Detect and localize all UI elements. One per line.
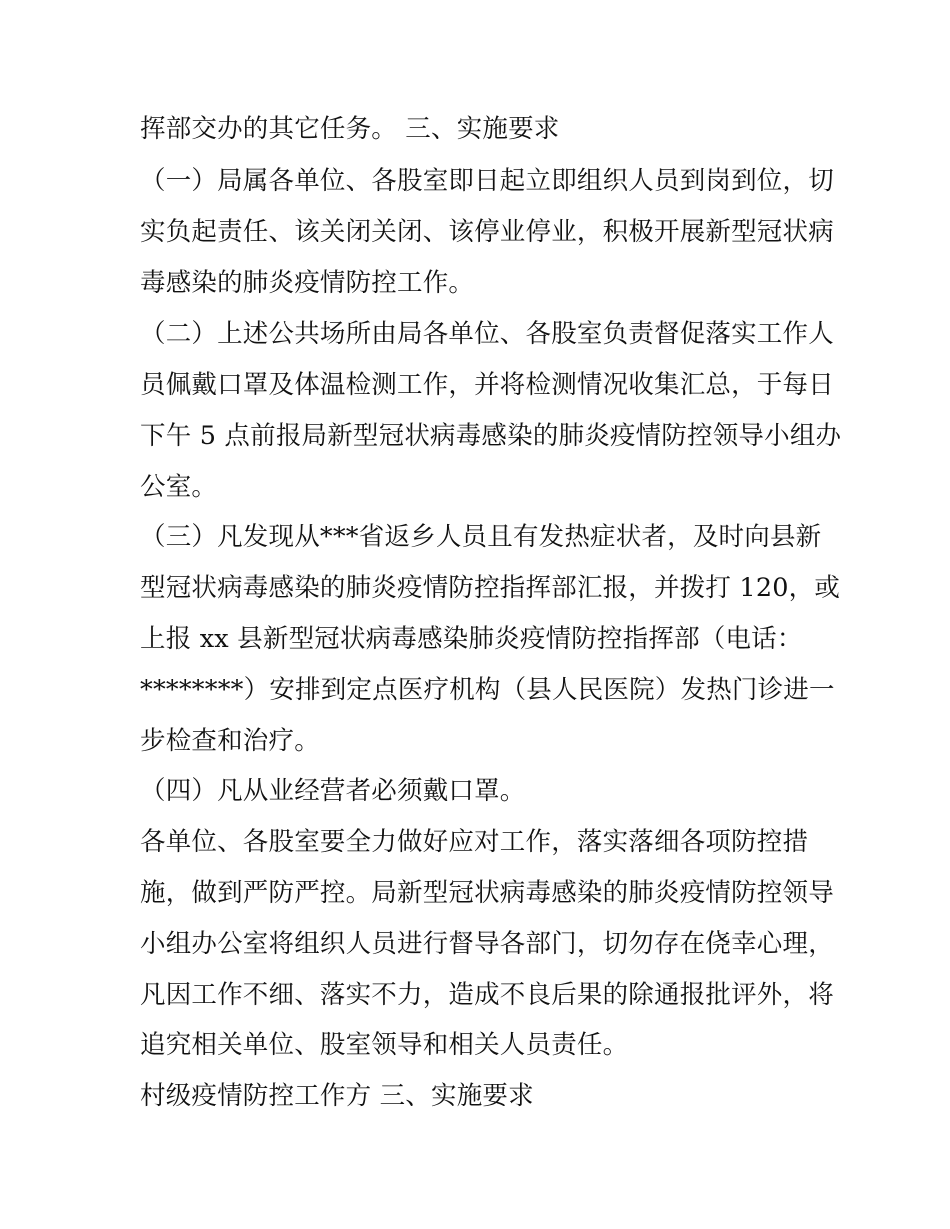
text-line: 小组办公室将组织人员进行督导各部门，切勿存在侥幸心理， [140,929,834,959]
text-line: 挥部交办的其它任务。 三、实施要求 [140,114,560,144]
text-line: （一）局属各单位、各股室即日起立即组织人员到岗到位，切 [140,166,834,196]
text-line: （二）上述公共场所由局各单位、各股室负责督促落实工作人 [140,319,834,349]
text-line: 公室。 [140,472,218,502]
text-line: 下午 5 点前报局新型冠状病毒感染的肺炎疫情防控领导小组办 [140,421,842,451]
text-line: 步检查和治疗。 [140,726,320,756]
text-line: 村级疫情防控工作方 三、实施要求 [140,1081,534,1111]
text-line: 追究相关单位、股室领导和相关人员责任。 [140,1030,629,1060]
text-line: 各单位、各股室要全力做好应对工作，落实落细各项防控措 [140,827,809,857]
text-line: 施，做到严防严控。局新型冠状病毒感染的肺炎疫情防控领导 [140,878,834,908]
text-line: 上报 xx 县新型冠状病毒感染肺炎疫情防控指挥部（电话： [140,624,803,654]
text-line: 实负起责任、该关闭关闭、该停业停业，积极开展新型冠状病 [140,217,834,247]
text-line: 员佩戴口罩及体温检测工作，并将检测情况收集汇总，于每日 [140,370,834,400]
text-line: （三）凡发现从***省返乡人员且有发热症状者，及时向县新 [140,522,822,552]
text-line: 凡因工作不细、落实不力，造成不良后果的除通报批评外，将 [140,980,834,1010]
text-line: （四）凡从业经营者必须戴口罩。 [140,776,526,806]
text-line: ********）安排到定点医疗机构（县人民医院）发热门诊进一 [140,675,835,705]
text-line: 型冠状病毒感染的肺炎疫情防控指挥部汇报，并拨打 120，或 [140,573,841,603]
text-line: 毒感染的肺炎疫情防控工作。 [140,268,475,298]
